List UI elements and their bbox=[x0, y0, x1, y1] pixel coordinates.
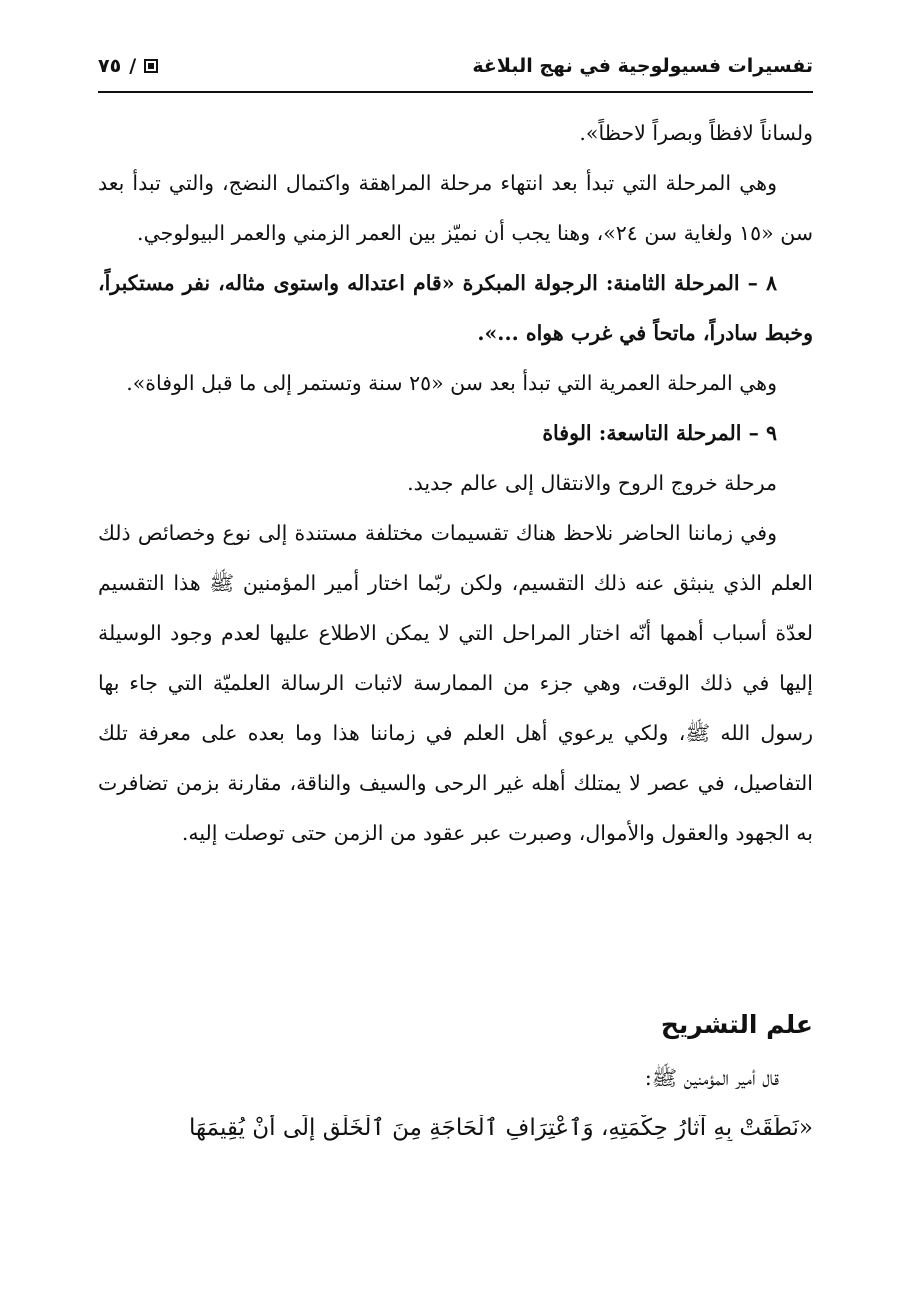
page-number: ٧٥ bbox=[98, 55, 122, 77]
paragraph-quote-end: ولساناً لافظاً وبصراً لاحظاً». bbox=[579, 121, 813, 145]
paragraph-stage-7-description: وهي المرحلة التي تبدأ بعد انتهاء مرحلة المراهقة واكتمال النضج، والتي تبدأ بعد سن «١٥ ولغاية سن ٢٤»، وهنا يجب أن نميّز بين العمر الزمني والعمر البيولوجي. bbox=[98, 171, 813, 245]
paragraph-stage-8-heading: ٨ – المرحلة الثامنة: الرجولة المبكرة «قام اعتداله واستوى مثاله، نفر مستكبراً، وخبط سادراً، ماتحاً في غرب هواه ...». bbox=[98, 271, 813, 345]
body-text bbox=[98, 108, 813, 858]
page-separator: / bbox=[129, 55, 137, 77]
paragraph-modern-classification: وفي زماننا الحاضر نلاحظ هناك تقسيمات مختلفة مستندة إلى نوع وخصائص ذلك العلم الذي ينبثق عنه ذلك التقسيم، ولكن ربّما اختار أمير المؤمنين ﷺ هذا التقسيم لعدّة أسباب أهمها أنّه اختار المراحل التي لا يمكن الاطلاع عليها لعدم وجود الوسيلة إليها في ذلك الوقت، وهي جزء من الممارسة لاثبات الرسالة العلميّة التي جاء بها رسول الله ﷺ، ولكي يرعوي أهل العلم في زماننا هذا وما بعده على معرفة تلك التفاصيل، في عصر لا يمتلك أهله غير الرحى والسيف والناقة، مقارنة بزمن تضافرت به الجهود والعقول والأموال، وصبرت عبر عقود من الزمن حتى توصلت إليه. bbox=[98, 521, 813, 845]
page-header bbox=[98, 46, 813, 86]
paragraph-stage-9-description: مرحلة خروج الروح والانتقال إلى عالم جديد. bbox=[407, 471, 777, 495]
paragraph-stage-9-heading: ٩ – المرحلة التاسعة: الوفاة bbox=[542, 421, 777, 445]
section-heading: علم التشريح bbox=[660, 1010, 813, 1039]
paragraph-stage-8-description: وهي المرحلة العمرية التي تبدأ بعد سن «٢٥ سنة وتستمر إلى ما قبل الوفاة». bbox=[126, 371, 777, 395]
header-divider bbox=[98, 91, 813, 93]
quote-text: «نَطَقَتْ بِهِ آثارُ حِكْمَتِهِ، وَٱعْتِرَافِ ٱلْحَاجَةِ مِنَ ٱلْخَلْقِ إِلَى أَنْ يُقِيمَهَا bbox=[189, 1115, 813, 1141]
page-marker-icon bbox=[144, 59, 158, 73]
quote-intro: قال أمير المؤمنين ﷺ: bbox=[644, 1066, 779, 1090]
page-number-group bbox=[98, 55, 158, 77]
running-title: تفسيرات فسيولوجية في نهج البلاغة bbox=[472, 55, 813, 77]
